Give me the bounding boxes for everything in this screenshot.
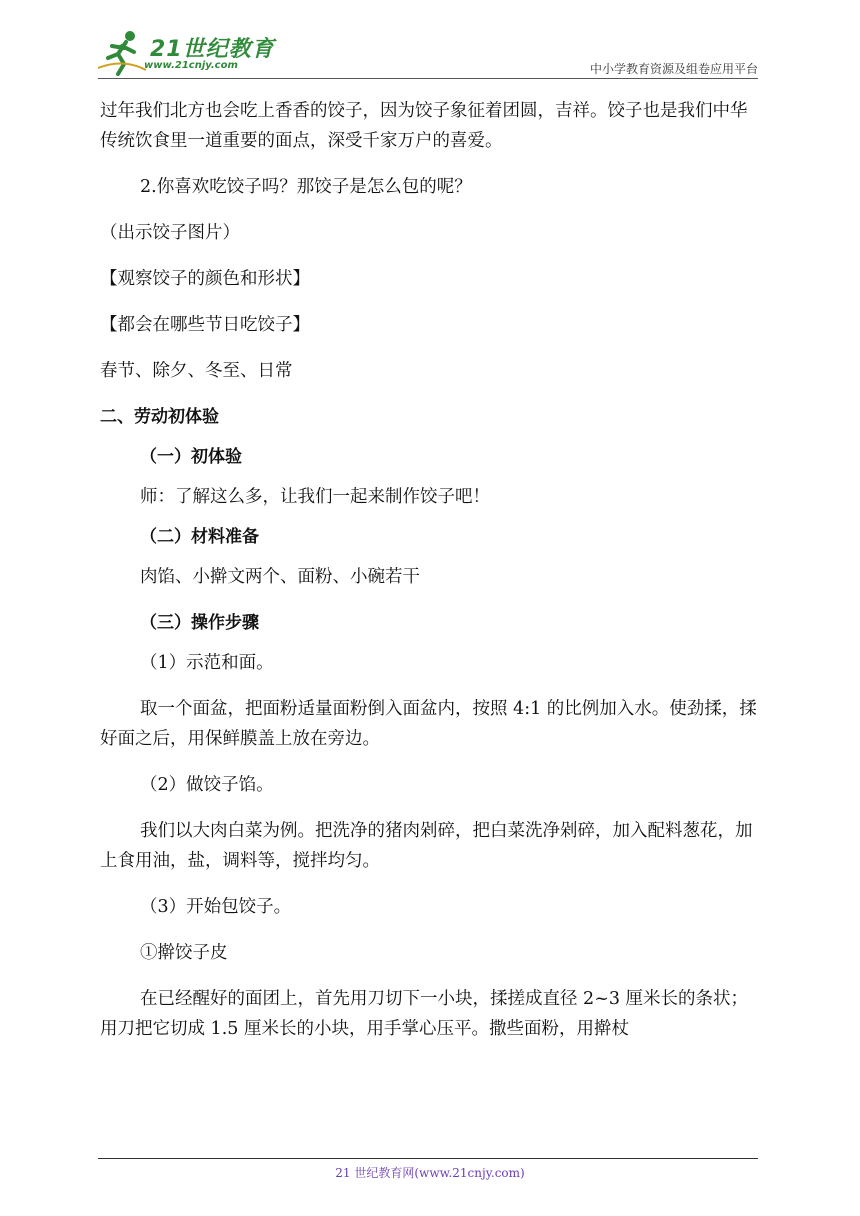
page-footer: 21 世纪教育网(www.21cnjy.com) xyxy=(335,1166,525,1180)
paragraph: 过年我们北方也会吃上香香的饺子，因为饺子象征着团圆，吉祥。饺子也是我们中华传统饮食里一道重要的面点，深受千家万户的喜爱。 xyxy=(100,101,748,151)
question-paragraph: 2.你喜欢吃饺子吗？那饺子是怎么包的呢？ xyxy=(140,177,472,197)
paragraph: （2）做饺子馅。 xyxy=(140,775,274,795)
header-platform-text: 中小学教育资源及组卷应用平台 xyxy=(589,62,758,76)
subsection-heading: （三）操作步骤 xyxy=(140,613,259,633)
logo-url: www.21cnjy.com xyxy=(144,60,238,71)
paragraph: 我们以大肉白菜为例。把洗净的猪肉剁碎，把白菜洗净剁碎，加入配料葱花，加上食用油，盐，调料等，搅拌均匀。 xyxy=(100,821,753,871)
paragraph: 【都会在哪些节日吃饺子】 xyxy=(100,315,310,335)
page-header xyxy=(98,28,758,80)
runner-logo-icon xyxy=(98,28,148,76)
logo xyxy=(98,28,288,78)
paragraph: ①擀饺子皮 xyxy=(140,943,228,963)
paragraph: （1）示范和面。 xyxy=(140,653,274,673)
paragraph: 肉馅、小擀文两个、面粉、小碗若干 xyxy=(140,567,420,587)
paragraph: 春节、除夕、冬至、日常 xyxy=(100,361,293,381)
paragraph: （3）开始包饺子。 xyxy=(140,897,292,917)
subsection-heading: （一）初体验 xyxy=(140,447,242,467)
section-heading: 二、劳动初体验 xyxy=(100,407,219,427)
paragraph: （出示饺子图片） xyxy=(100,223,240,243)
paragraph: 取一个面盆，把面粉适量面粉倒入面盆内，按照 4:1 的比例加入水。使劲揉，揉好面之后，用保鲜膜盖上放在旁边。 xyxy=(100,699,757,749)
footer-divider xyxy=(98,1158,758,1159)
paragraph: 在已经醒好的面团上，首先用刀切下一小块，揉搓成直径 2~3 厘米长的条状；用刀把它切成 1.5 厘米长的小块，用手掌心压平。撒些面粉，用擀杖 xyxy=(100,989,749,1039)
paragraph: 【观察饺子的颜色和形状】 xyxy=(100,269,310,289)
paragraph: 师：了解这么多，让我们一起来制作饺子吧！ xyxy=(140,487,490,507)
subsection-heading: （二）材料准备 xyxy=(140,527,259,547)
logo-text: 21世纪教育 xyxy=(150,37,275,62)
header-divider xyxy=(98,78,758,79)
document-body xyxy=(100,96,762,1044)
